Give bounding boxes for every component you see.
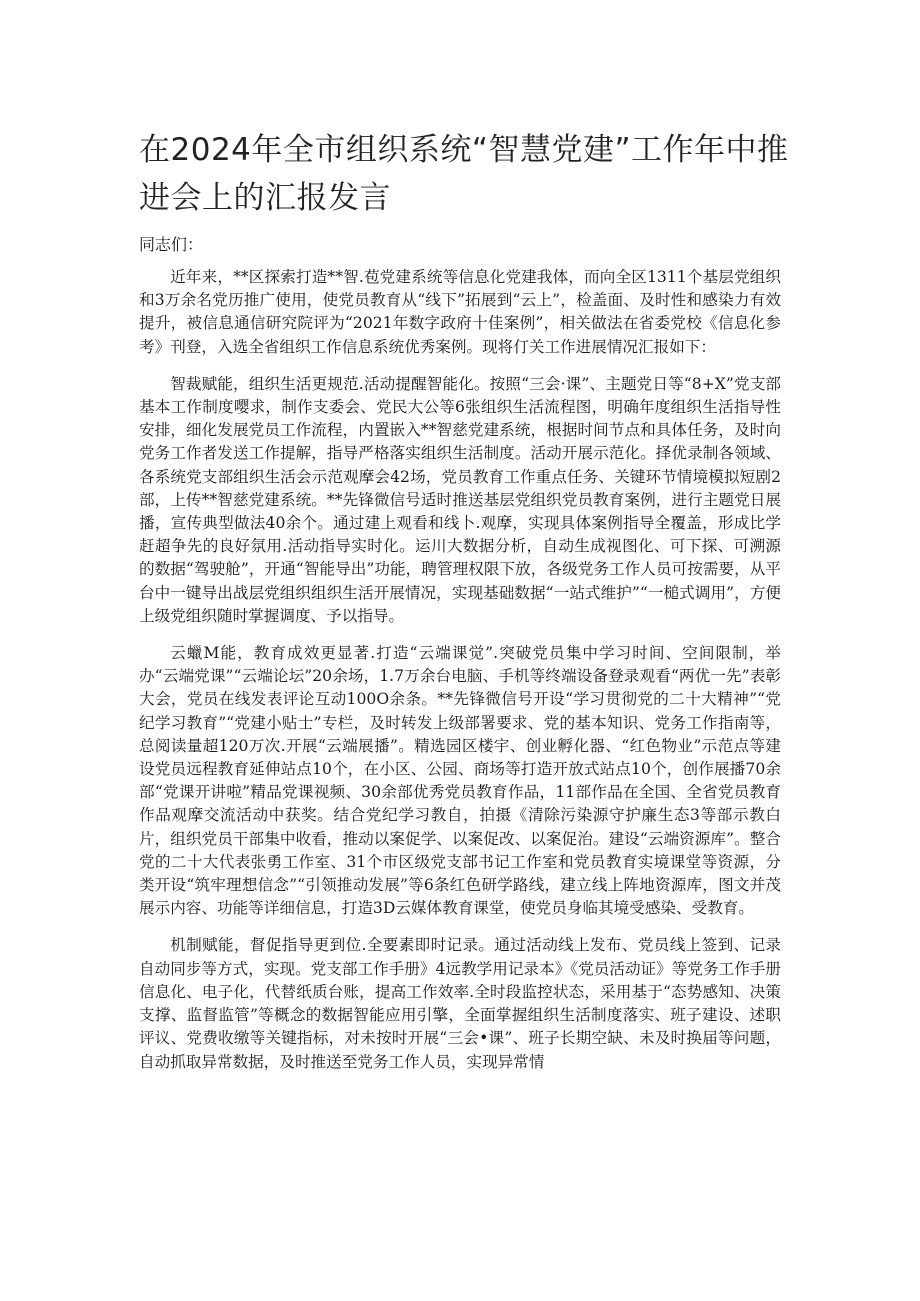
- document-title: 在2024年全市组织系统“智慧党建”工作年中推进会上的汇报发言: [139, 132, 789, 216]
- salutation: 同志们：: [139, 235, 204, 254]
- paragraph-mechanism: 机制赋能，督促指导更到位.全要素即时记录。通过活动线上发布、党员线上签到、记录自动同步等方式，实现。党支部工作手册》4远教学用记录本》《党员活动证》等党务工作手册信息化、电子化，代替纸质台账，提高工作效率.全时段监控状态，采用基于“态势感知、决策支撑、监督监管”等概念的数据智能应用引擎，全面掌握组织生活制度落实、班子建设、述职评议、党费收缴等关键指标，对未按时开展“三会•课”、班子长期空缺、未及时换届等问题，自动抓取异常数据，及时推送至党务工作人员，实现异常情: [139, 936, 781, 1071]
- paragraph-intro: 近年来，**区探索打造**智.苞党建系统等信息化党建我体，而向全区1311个基层党组织和3万余名党历推广使用，使党员教育从“线下”拓展到“云上”，检盖面、及时性和感染力有效提升，被信息通信研究院评为“2021年数字政府十佳案例”，相关做法在省委党校《信息化参考》刊登，入选全省组织工作信息系统优秀案例。现将仃关工作进展情况汇报如下：: [139, 268, 781, 356]
- paragraph-organization-life: 智裁赋能，组织生活更规范.活动提醒智能化。按照“三会·课”、主题党日等“8+X”党支部基本工作制度嘤求，制作支委会、党民大公等6张组织生活流程图，明确年度组织生活指导性安排，细化发展党员工作流程，内置嵌入**智慈党建系统，根据时间节点和具体任务，及时向党务工作者发送工作提解，指导严格落实组织生活制度。活动开展示范化。择优录制各领域、各系统党支部组织生活会示范观摩会42场，党员教育工作重点任务、关键环节情境模拟短剧2部，上传**智慈党建系统。**先锋微信号适时推送基层党组织党员教育案例，进行主题党日展播，宣传典型做法40余个。通过建上观看和线卜.观摩，实现具体案例指导全覆盖，形成比学赶超争先的良好氛用.活动指导实时化。运川大数据分析，自动生成视图化、可下探、可溯源的数据“驾驶舱”，开通“智能导出”功能，聘管理权限下放，各级党务工作人员可按需要，从平台中一键导出战层党组织组织生活开展情况，实现基础数据“一站式维护”“一槌式调用”，方便上级党组织随时掌握调度、予以指导。: [139, 374, 781, 625]
- paragraph-cloud-education: 云蠟M能，教育成效更显著.打造“云端课觉”.突破党员集中学习时间、空间限制，举办“云端党课”“云端论坛”20余场，1.7万余台电脑、手机等终端设备登录观看“两优一先”表彰大会，党员在线发表评论互动100O余条。**先锋微信号开设“学习贯彻党的二十大精神”“党纪学习教育”“党建小贴士”专栏，及时转发上级部署要求、党的基本知识、党务工作指南等，总阅读量超120万次.开展“云端展播”。精选园区楼宇、创业孵化器、“红色物业”示范点等建设党员远程教育延伸站点10个，在小区、公园、商场等打造开放式站点10个，创作展播70余部“党课开讲啦”精品党课视频、30余部优秀党员教育作品，11部作品在全国、全省党员教育作品观摩交流活动中获奖。结合党纪学习教自，拍摄《清除污染源守护廉生态3等部示教白片，组织党员干部集中收看，推动以案促学、以案促改、以案促治。建设“云端资源库”。整合党的二十大代表张勇工作室、31个市区级党支部书记工作室和党员教育实境课堂等资源，分类开设“筑牢理想信念”“引领推动发展”等6条红色研学路线，建立线上阵地资源库，图文并茂展示内容、功能等详细信息，打造3D云媒体教育课堂，使党员身临其境受感染、受教育。: [139, 644, 781, 918]
- document-body: [139, 266, 781, 1088]
